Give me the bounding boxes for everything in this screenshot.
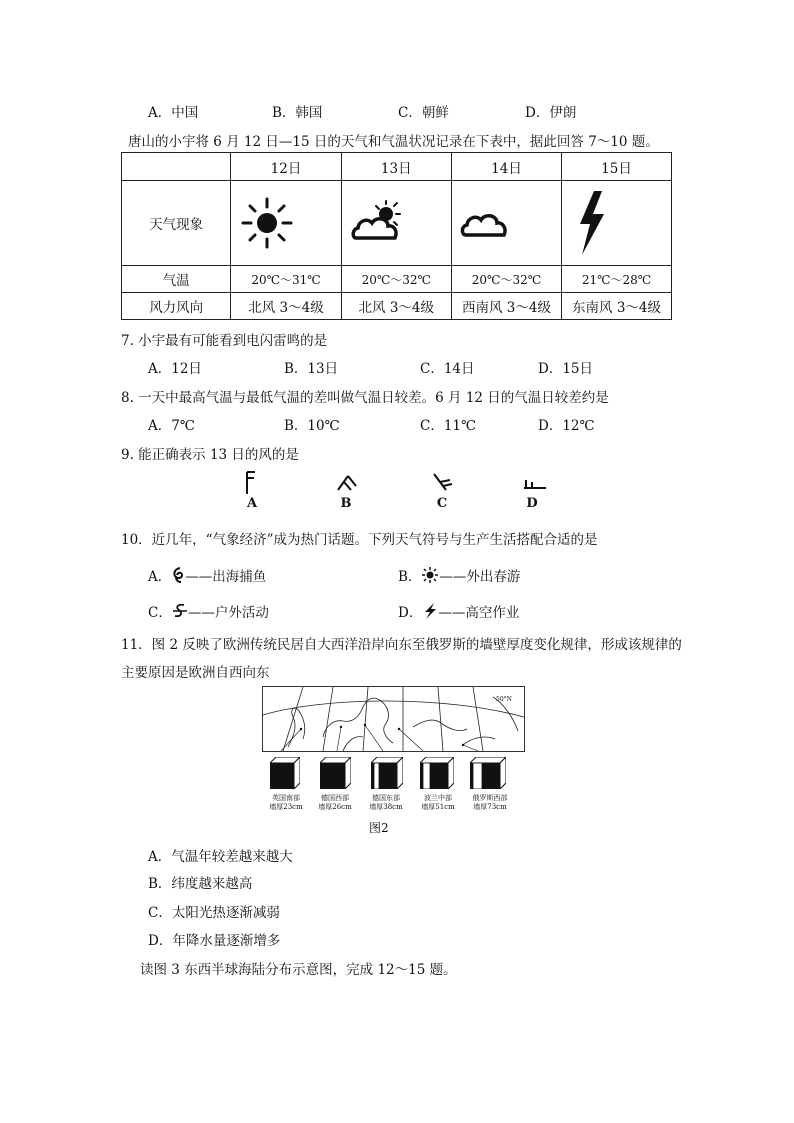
wall-block-icon xyxy=(420,757,454,789)
typhoon-icon xyxy=(171,567,185,583)
wall-caption-east-germany xyxy=(358,794,414,812)
wind-symbol-d xyxy=(522,470,548,511)
lightning-small-icon xyxy=(422,603,438,619)
wall-thickness: 墙厚23cm xyxy=(269,803,303,811)
q11-option-b: B．纬度越来越高 xyxy=(148,876,253,892)
wind-label-d: D xyxy=(526,496,538,511)
q10-option-c-text: ——户外活动 xyxy=(187,605,269,621)
q8-option-c: C．11℃ xyxy=(420,418,477,434)
q11-option-a: A．气温年较差越来越大 xyxy=(148,849,293,865)
temp-13: 20℃～32℃ xyxy=(341,266,451,293)
header-empty-cell xyxy=(122,153,231,181)
q7-stem: 7. 小宇最有可能看到电闪雷鸣的是 xyxy=(121,333,328,349)
wall-poland xyxy=(420,757,454,793)
day-14: 14日 xyxy=(451,153,561,181)
wind-12: 北风 3～4级 xyxy=(231,293,341,320)
wind-barb-b-icon xyxy=(336,470,360,496)
q8-option-b: B．10℃ xyxy=(284,418,340,434)
q11-option-d: D．年降水量逐渐增多 xyxy=(148,933,281,949)
cloud-icon xyxy=(460,203,510,243)
wall-block-icon xyxy=(470,757,506,789)
wind-label-c: C xyxy=(436,496,448,511)
weather-cell-15 xyxy=(562,181,672,266)
lightning-icon xyxy=(576,190,608,256)
next-intro: 读图 3 东西半球海陆分布示意图，完成 12～15 题。 xyxy=(140,962,457,978)
latitude-label: 50°N xyxy=(496,696,512,703)
wall-russia xyxy=(470,757,506,793)
q7-option-d: D．15日 xyxy=(538,361,594,377)
q6-option-c: C．朝鲜 xyxy=(398,105,449,121)
row-label-wind: 风力风向 xyxy=(122,293,231,320)
day-12: 12日 xyxy=(231,153,341,181)
wind-label-b: B xyxy=(340,496,352,511)
row-label-weather: 天气现象 xyxy=(122,181,231,266)
wind-barb-d-icon xyxy=(522,470,548,496)
wind-symbol-a xyxy=(242,470,262,511)
europe-map xyxy=(262,686,525,752)
wall-name: 俄罗斯西部 xyxy=(472,794,508,802)
temp-14: 20℃～32℃ xyxy=(451,266,561,293)
europe-map-drawing xyxy=(263,687,524,751)
q10-option-b-letter: B． xyxy=(398,569,422,585)
wall-name: 英国南部 xyxy=(272,794,300,802)
temp-15: 21℃～28℃ xyxy=(562,266,672,293)
wall-thickness: 墙厚26cm xyxy=(318,803,352,811)
wall-west-germany xyxy=(320,757,351,793)
wind-label-a: A xyxy=(246,496,258,511)
wall-block-icon xyxy=(371,757,403,789)
q8-option-d: D．12℃ xyxy=(538,418,595,434)
q7-option-c: C．14日 xyxy=(420,361,475,377)
wall-name: 德国西部 xyxy=(321,794,349,802)
sunny-small-icon xyxy=(421,567,439,583)
q10-option-d-letter: D． xyxy=(398,605,423,621)
q10-option-a-text: ——出海捕鱼 xyxy=(185,569,267,585)
wall-thickness: 墙厚51cm xyxy=(421,803,455,811)
weather-cell-12 xyxy=(231,181,341,266)
q9-stem: 9. 能正确表示 13 日的风的是 xyxy=(121,447,299,463)
q8-stem: 8. 一天中最高气温与最低气温的差叫做气温日较差。6 月 12 日的气温日较差约是 xyxy=(121,390,609,406)
wall-caption-west-germany xyxy=(307,794,363,812)
sun-behind-cloud-icon xyxy=(350,198,410,248)
weather-cell-13 xyxy=(341,181,451,266)
q10-option-b xyxy=(398,565,520,585)
q11-stem-line1: 11．图 2 反映了欧洲传统民居自大西洋沿岸向东至俄罗斯的墙壁厚度变化规律，形成该规律的 xyxy=(121,637,682,653)
wind-14: 西南风 3～4级 xyxy=(451,293,561,320)
weather-table xyxy=(121,152,672,320)
q10-stem: 10．近几年，“气象经济”成为热门话题。下列天气符号与生产生活搭配合适的是 xyxy=(121,532,598,548)
weather-cell-14 xyxy=(451,181,561,266)
wall-caption-uk xyxy=(258,794,314,812)
q11-option-c: C．太阳光热逐渐减弱 xyxy=(148,905,280,921)
wind-barb-a-icon xyxy=(242,470,262,496)
q10-option-a xyxy=(148,565,266,585)
wind-15: 东南风 3～4级 xyxy=(562,293,672,320)
wall-thickness: 墙厚38cm xyxy=(369,803,403,811)
wall-block-icon xyxy=(270,757,300,789)
wall-caption-russia xyxy=(462,794,518,812)
day-15: 15日 xyxy=(562,153,672,181)
wind-barb-c-icon xyxy=(432,470,456,496)
q8-option-a: A．7℃ xyxy=(148,418,195,434)
wall-name: 德国东部 xyxy=(372,794,400,802)
day-13: 13日 xyxy=(341,153,451,181)
wall-uk xyxy=(270,757,300,793)
intro-text: 唐山的小宇将 6 月 12 日—15 日的天气和气温状况记录在下表中，据此回答 7～10 题。 xyxy=(128,134,659,150)
wind-13: 北风 3～4级 xyxy=(341,293,451,320)
q6-option-d: D．伊朗 xyxy=(525,105,577,121)
wind-symbol-b xyxy=(336,470,360,511)
figure-caption: 图2 xyxy=(369,821,389,835)
q6-option-b: B．韩国 xyxy=(272,105,323,121)
q10-option-a-letter: A． xyxy=(148,569,172,585)
sandstorm-icon xyxy=(172,603,188,619)
wall-thickness: 墙厚73cm xyxy=(473,803,507,811)
q11-stem-line2: 主要原因是欧洲自西向东 xyxy=(121,665,270,681)
row-label-temp: 气温 xyxy=(122,266,231,293)
wall-east-germany xyxy=(371,757,403,793)
q7-option-a: A．12日 xyxy=(148,361,202,377)
wall-name: 波兰中部 xyxy=(424,794,452,802)
q10-option-d-text: ——高空作业 xyxy=(438,605,520,621)
wall-caption-poland xyxy=(410,794,466,812)
q10-option-c xyxy=(148,601,269,621)
wall-block-icon xyxy=(320,757,351,789)
temp-12: 20℃～31℃ xyxy=(231,266,341,293)
sun-icon xyxy=(239,195,295,251)
q10-option-b-text: ——外出春游 xyxy=(439,569,521,585)
q7-option-b: B．13日 xyxy=(284,361,339,377)
wind-symbol-c xyxy=(432,470,456,511)
q6-option-a: A．中国 xyxy=(148,105,199,121)
q10-option-c-letter: C． xyxy=(148,605,172,621)
q10-option-d xyxy=(398,601,519,621)
